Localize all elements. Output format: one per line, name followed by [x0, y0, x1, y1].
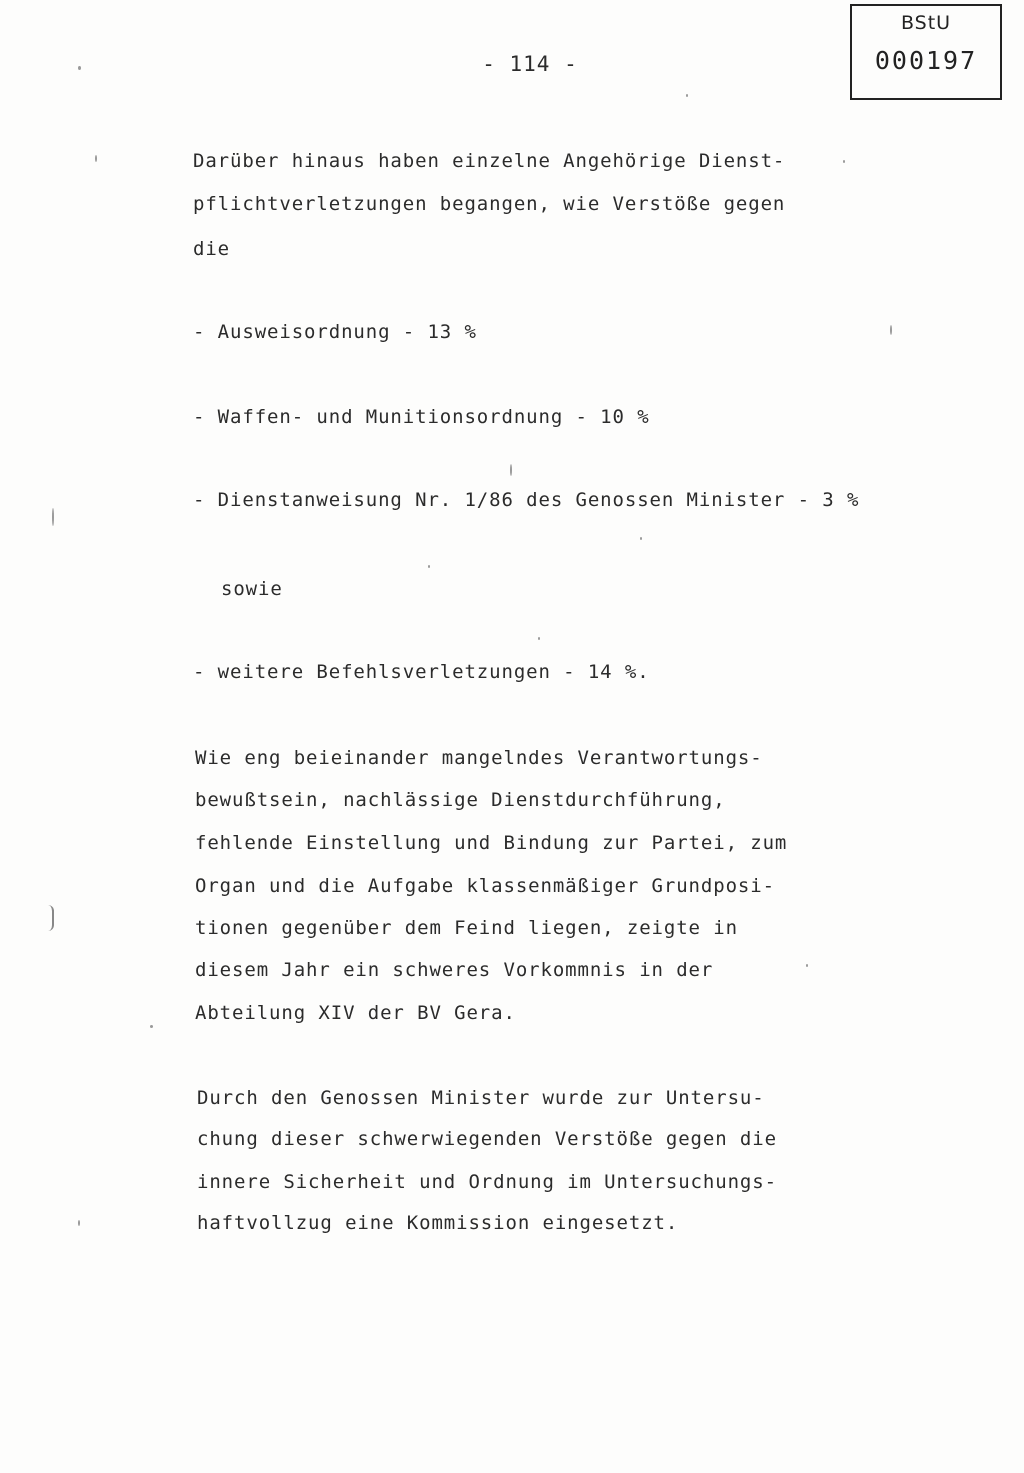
paragraph-line: bewußtsein, nachlässige Dienstdurchführung, [195, 789, 726, 811]
list-item: - Dienstanweisung Nr. 1/86 des Genossen Minister - 3 % [193, 489, 860, 511]
paragraph-line: pflichtverletzungen begangen, wie Verstöße gegen [193, 193, 786, 215]
page-number: - 114 - [482, 52, 578, 76]
archive-stamp [850, 4, 1002, 100]
stamp-agency: BStU [900, 12, 952, 34]
paragraph-line: haftvollzug eine Kommission eingesetzt. [197, 1212, 679, 1234]
list-item: - weitere Befehlsverletzungen - 14 %. [193, 661, 650, 683]
paragraph-line: innere Sicherheit und Ordnung im Untersuchungs- [197, 1171, 777, 1193]
list-item: - Waffen- und Munitionsordnung - 10 % [193, 406, 650, 428]
paragraph-line: Darüber hinaus haben einzelne Angehörige Dienst- [193, 150, 786, 172]
list-item: - Ausweisordnung - 13 % [193, 321, 477, 343]
paragraph-line: chung dieser schwerwiegenden Verstöße gegen die [197, 1128, 777, 1150]
paragraph-line: Organ und die Aufgabe klassenmäßiger Grundposi- [195, 875, 775, 897]
paragraph-line: Abteilung XIV der BV Gera. [195, 1002, 516, 1024]
paragraph-line: Durch den Genossen Minister wurde zur Untersu- [197, 1087, 765, 1109]
paragraph-line: diesem Jahr ein schweres Vorkommnis in der [195, 959, 714, 981]
paragraph-line: Wie eng beieinander mangelndes Verantwortungs- [195, 747, 763, 769]
paragraph-line: fehlende Einstellung und Bindung zur Partei, zum [195, 832, 788, 854]
paragraph-line: tionen gegenüber dem Feind liegen, zeigte in [195, 917, 738, 939]
stamp-number: 000197 [874, 46, 978, 75]
paragraph-line: die [193, 238, 231, 260]
connector-text: sowie [221, 578, 283, 600]
